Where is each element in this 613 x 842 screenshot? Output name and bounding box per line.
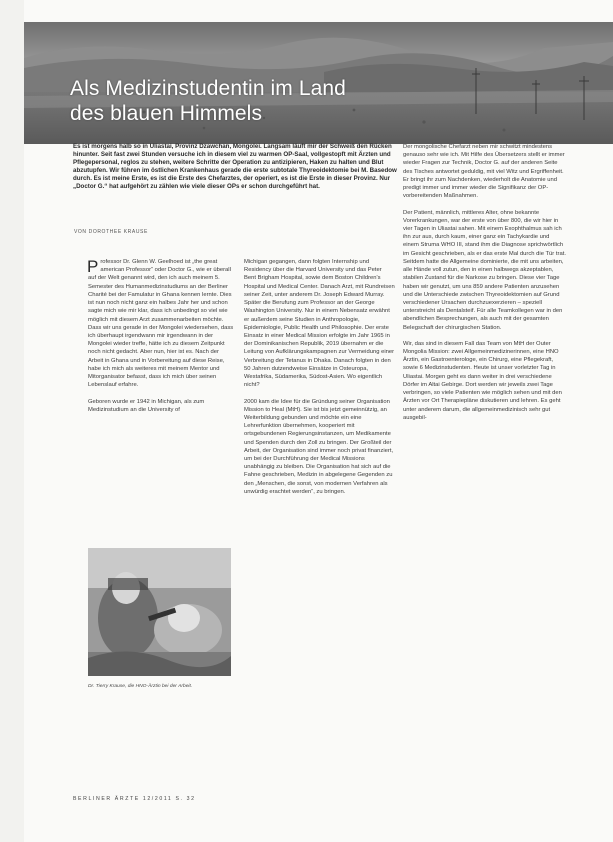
text-column-1 <box>88 258 234 422</box>
doctor-at-work-photo <box>88 548 231 676</box>
paragraph: Der mongolische Chefarzt neben mir schwitzt mindestens genauso sehr wie ich. Mit Hilfe des Übersetzers stellt er immer wieder Fragen zur Technik, Doctor G. auf der anderen Seite des Tisches antwortet geduldig, mit viel Witz und Ergriffenheit. Er bringt ihr zum Nachdenken, wiederholt die Anatomie und predigt immer und immer wieder die Signifikanz der OP-vorbereitenden Maßnahmen. <box>403 144 565 200</box>
paragraph: Wir, das sind in diesem Fall das Team von MtH der Outer Mongolia Mission: zwei Allgemeinmedizinerinnen, eine HNO Ärztin, ein Gastroenterologe, ein Chirurg, eine Pflegekraft, sowie 6 Medizinstudenten. Heute ist unser vorletzter Tag in Uliastai. Morgen geht es dann weiter in drei verschiedene Dörfer im Altai Gebirge. Dort werden wir jeweils zwei Tage verbringen, so viele Patienten wie möglich sehen und mit den Ärzten vor Ort Therapiepläne diskutieren und lehren. Es geht unter anderem darum, die allgemeinmedizinisch sehr gut ausgebil- <box>403 340 562 421</box>
author-byline: VON DOROTHEE KRAUSE <box>74 229 148 235</box>
paragraph: Michigan gegangen, dann folgten Internship und Residency über die Harvard University und das Peter Bent Brigham Hospital, sowie dem Boston Children's Hospital und Medical Center. Danach Arzt, mit Rundreisen seiner Zeit, unter anderem Dr. Joseph Edward Murray. Später die Berufung zum Professor an der George Washington University. Nur in einem Nebensatz erwähnt er außerdem seine Studien in Anthropologie, Epidemiologie, Public Health und Philosophie. Der erste Einsatz in einer Medical Mission erfolgte im Jahr 1965 in der Dominikanischen Republik, 2019 übernahm er die Leitung von Aufklärungskampagnen zur Vermeidung einer Verbreitung der Tetanus in Dhaka. Danach folgten in den 50 Jahren dutzendweise Einsätze in Osteuropa, Westafrika, Südamerika, Südost-Asien. Wo eigentlich nicht? <box>244 259 395 389</box>
title-line-1: Als Medizinstudentin im Land <box>70 77 346 100</box>
drop-cap: P <box>87 257 99 276</box>
paragraph-text: rofessor Dr. Glenn W. Geelhoed ist „the great american Professor“ oder Doctor G., wie er überall auf der Welt genannt wird, den ich auch meinem 5. Semester des Humanmedizinstudiums an der Berliner Charité bei der Famulatur in Ghana kennen lernte. Dies ist nun noch nicht ganz ein halbes Jahr her und schon sagte mich wie mir klar, dass ich unbedingt so viel wie möglich mit diesem Arzt zusammenarbeiten möchte. Dass wir uns gerade in der Mongolei wiedersehen, dass ich überhaupt irgendwann mir irgendwann in der Mongolei wieder treffe, hätte ich zu diesem Zeitpunkt noch nicht gedacht. Aber nun, hier ist es. Nach der Arbeit in Ghana und in Vorbereitung auf diese Reise, habe ich mich als weiteres mit meinem Mentor und Mitorganisator befasst, dass ich mich über seinen Lebenslauf erfahre. <box>88 259 234 389</box>
paragraph: Geboren wurde er 1942 in Michigan, als zum Medizinstudium an die University of <box>88 398 205 413</box>
title-line-2: des blauen Himmels <box>70 102 263 125</box>
article-title <box>70 76 346 126</box>
page-footer: BERLINER ÄRZTE 12/2011 S. 32 <box>73 796 196 802</box>
paragraph: Der Patient, männlich, mittleres Alter, ohne bekannte Vorerkrankungen, war der erste von über 800, die wir hier in vier Tagen in Uliastai sahen. Mit einem Exophthalmus sah ich ihn zur aus, durch kaum, einer ganz ein Tachykardie und einem Struma WHO III, stand ihm die Diagnose sprichwörtlich im Gesicht geschrieben, als er das erste Mal durch die Tür trat. Seitdem hatte die Allgemeine dominierte, die mit uns arbeiten, alle Hände voll zutun, den in einen halbwegs akzeptablen, stabilen Zustand für die Narkose zu bringen. Diese vier Tage haben wir genutzt, um uns 859 andere Patienten anzusehen und die Unterschiede zwischen Thyreoidektomien auf Grund verschiedener Ursachen durchzuexerzieren – speziell unterstreicht als Dentalsteif. Für alle Teamkollegen war in den abendlichen Besprechungen, als auch mit der gesamten Belegschaft der chirurgischen Station. <box>403 209 566 331</box>
text-column-3 <box>403 143 566 430</box>
text-column-2 <box>244 258 395 504</box>
article-lead: Es ist morgens halb so in Uliastai, Provinz Dzawchan, Mongolei. Langsam läuft mir der Schweiß den Rücken hinunter. Seit fast zwei Stunden versuche ich in diesem viel zu warmen OP-Saal, vollgestopft mit Ärzten und Pflegepersonal, reglos zu stehen, weitere Schritte der Operation zu antizipieren, Haken zu halten und Blut abzutupfen. Wir führen im östlichen Krankenhaus gerade die erste subtotale Thyreoidektomie bei M. Basedow durch. Es ist meine Erste, es ist die Erste des Chefarztes, der operiert, es ist die Erste in dieser Provinz. Nur „Doctor G.“ hat aufgehört zu zählen wie viele dieser OPs er schon durchgeführt hat. <box>73 143 397 191</box>
page-edge <box>0 0 24 842</box>
paragraph: 2000 kam die Idee für die Gründung seiner Organisation Mission to Heal (MtH). Sie ist bis jetzt gemeinnützig, an Weiterbildung gebunden und möchte ein eine Lehrerfunktion übernehmen, kooperiert mit ortsgebundenen Regierungsinstanzen, um Medikamente und Spenden durch den Zoll zu bringen. Der Großteil der Arbeit, der Organisation sind immer noch privat finanziert, um bei der Durchführung der Medical Missions unabhängig zu bleiben. Die Organisation hat sich auf die Fahne geschrieben, Medizin in abgelegene Gegenden zu den „Menschen, die sonst, von modernen Verfahren als unwürdig erachtet werden“, zu bringen. <box>244 398 394 495</box>
photo-caption: Dr. Tierry Krause, die HNO-Ärztin bei der Arbeit. <box>88 684 193 689</box>
paragraph <box>88 258 234 390</box>
